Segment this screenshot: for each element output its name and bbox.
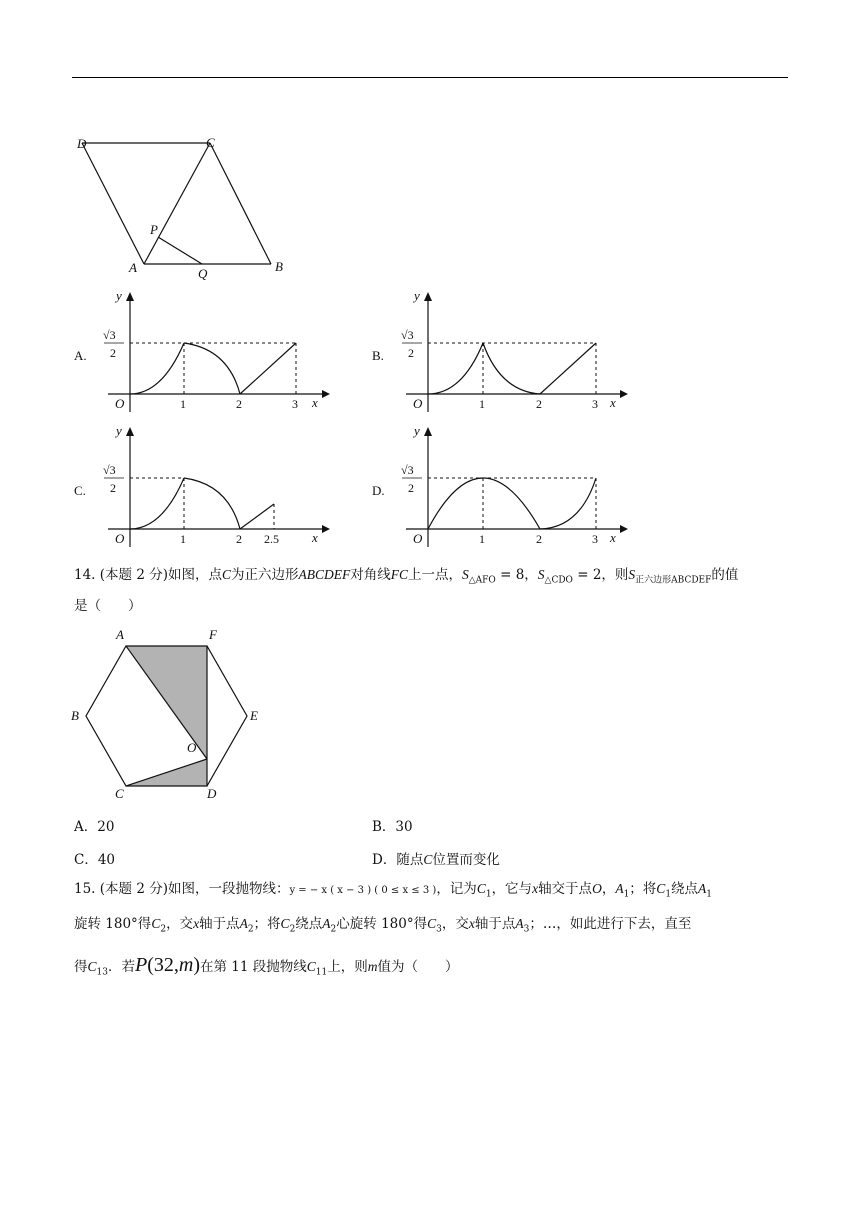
tick-2: 2 — [236, 532, 242, 546]
x-label: x — [610, 530, 616, 545]
x-label: x — [312, 530, 318, 545]
x-label: x — [610, 395, 616, 410]
option-D-label: D. — [372, 483, 385, 498]
q14-option-C[interactable]: C．40 — [74, 852, 116, 868]
option-D-graph — [398, 422, 628, 552]
tick-1: 1 — [479, 397, 485, 411]
tick-2: 2 — [236, 397, 242, 411]
option-A-graph — [100, 287, 330, 417]
q14-option-A[interactable]: A．20 — [74, 819, 115, 835]
tick-1: 1 — [479, 532, 485, 546]
label-D: D — [77, 136, 87, 151]
root3-label: √3 — [103, 328, 116, 342]
two-label: 2 — [408, 346, 414, 360]
tick-2-5: 2.5 — [264, 532, 279, 546]
tick-2: 2 — [536, 532, 542, 546]
origin-label: O — [413, 396, 423, 411]
q15-line3: 得$C_{13}$．若P(32,m)在第 11 段抛物线$C_{11}$上，则m值为（ ） — [74, 954, 459, 978]
label-Q: Q — [198, 266, 208, 281]
q15-line1: 15. (本题 2 分)如图，一段抛物线：y = − x ( x − 3 ) ( 0 ≤ x ≤ 3 )，记为$C_1$，它与x轴交于点O，$A_1$；将$C_1$绕点$A_1$ — [74, 881, 713, 900]
root3-label: √3 — [401, 463, 414, 477]
hex-label-D: D — [207, 786, 217, 801]
option-B-label: B. — [372, 348, 384, 363]
tick-2: 2 — [536, 397, 542, 411]
label-A: A — [129, 260, 137, 275]
option-C-label: C. — [74, 483, 86, 498]
q14-line1: 14. (本题 2 分)如图，点C为正六边形ABCDEF对角线FC上一点，$S_{\triangle AFO} = 8$，$S_{\triangle CDO} = 2$，则$S_{正六边形ABCDEF}$的值 — [74, 567, 739, 586]
q14-option-B[interactable]: B．30 — [372, 819, 413, 835]
y-label: y — [414, 423, 420, 438]
tick-3: 3 — [592, 532, 598, 546]
rhombus-figure — [70, 130, 300, 285]
hex-label-C: C — [115, 786, 124, 801]
q14-line2: 是（ ） — [74, 598, 142, 614]
y-label: y — [116, 288, 122, 303]
hex-label-E: E — [250, 708, 258, 723]
hexagon-figure — [66, 625, 276, 805]
tick-1: 1 — [180, 532, 186, 546]
option-A-label: A. — [74, 348, 87, 363]
two-label: 2 — [110, 346, 116, 360]
origin-label: O — [115, 531, 125, 546]
hex-label-B: B — [71, 708, 79, 723]
header-rule — [72, 77, 788, 78]
root3-label: √3 — [401, 328, 414, 342]
origin-label: O — [413, 531, 423, 546]
origin-label: O — [115, 396, 125, 411]
label-P: P — [150, 222, 158, 237]
hex-label-O: O — [187, 740, 197, 755]
y-label: y — [414, 288, 420, 303]
label-B: B — [275, 259, 283, 274]
hex-label-A: A — [116, 627, 124, 642]
option-C-graph — [100, 422, 330, 552]
q15-line2: 旋转 180°得$C_2$，交x轴于点$A_2$；将$C_2$绕点$A_2$心旋转 180°得$C_3$，交x轴于点$A_3$；…，如此进行下去，直至 — [74, 916, 692, 935]
tick-3: 3 — [292, 397, 298, 411]
tick-3: 3 — [592, 397, 598, 411]
label-C: C — [206, 135, 215, 150]
two-label: 2 — [408, 481, 414, 495]
q14-option-D[interactable]: D．随点C位置而变化 — [372, 852, 500, 868]
y-label: y — [116, 423, 122, 438]
x-label: x — [312, 395, 318, 410]
hex-label-F: F — [209, 627, 217, 642]
root3-label: √3 — [103, 463, 116, 477]
tick-1: 1 — [180, 397, 186, 411]
option-B-graph — [398, 287, 628, 417]
two-label: 2 — [110, 481, 116, 495]
